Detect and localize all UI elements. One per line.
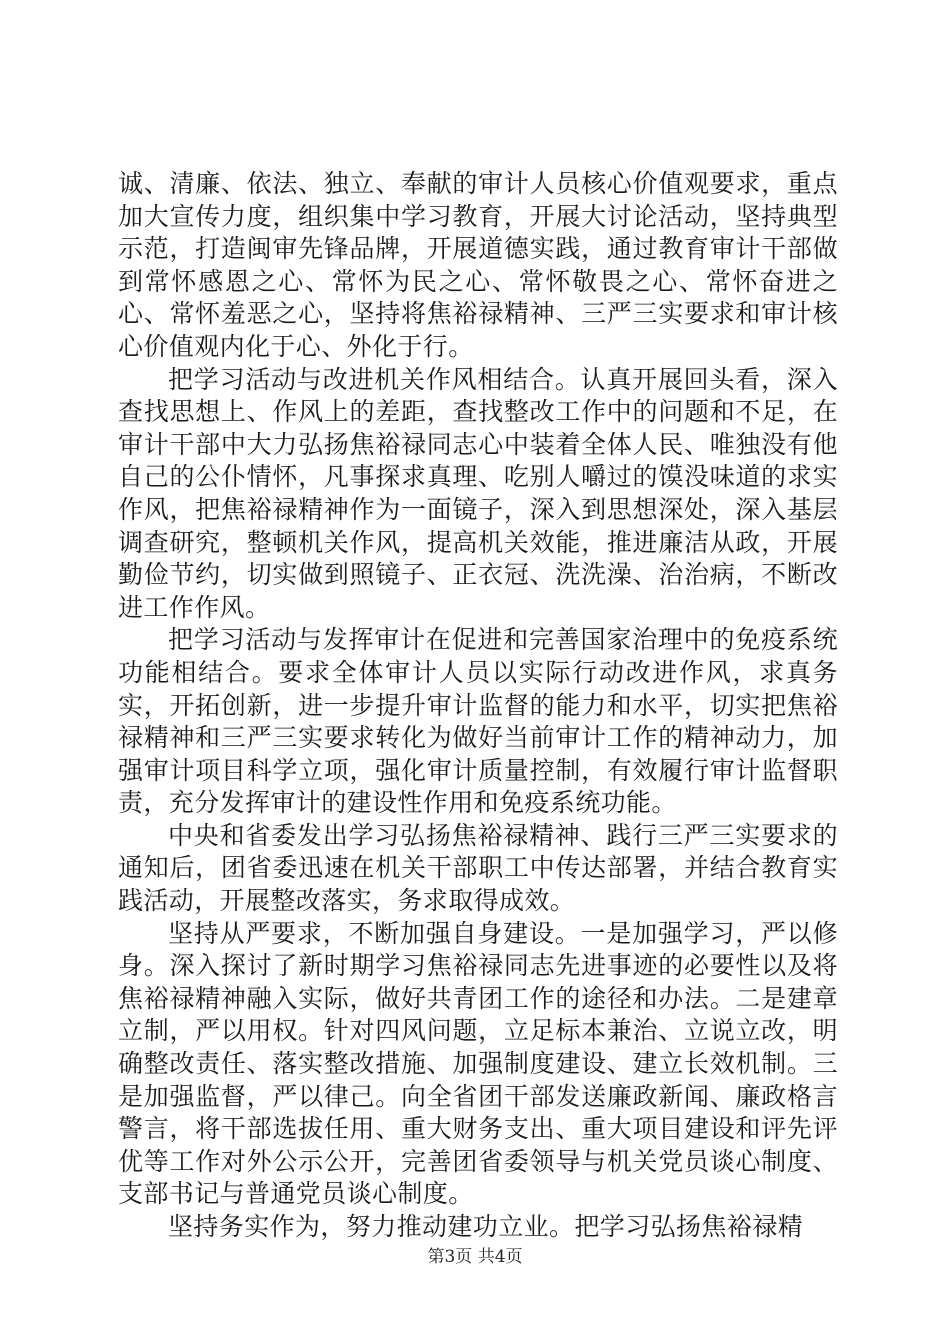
paragraph-5: 坚持从严要求，不断加强自身建设。一是加强学习，严以修身。深入探讨了新时期学习焦裕禄同志先进事迹的必要性以及将焦裕禄精神融入实际，做好共青团工作的途径和办法。二是建章立制，严以用权。针对四风问题，立足标本兼治、立说立改，明确整改责任、落实整改措施、加强制度建设、建立长效机制。三是加强监督，严以律己。向全省团干部发送廉政新闻、廉政格言警言，将干部选拔任用、重大财务支出、重大项目建设和评先评优等工作对外公示公开，完善团省委领导与机关党员谈心制度、支部书记与普通党员谈心制度。 [118, 918, 838, 1209]
document-body [118, 168, 838, 1244]
paragraph-4: 中央和省委发出学习弘扬焦裕禄精神、践行三严三实要求的通知后，团省委迅速在机关干部职工中传达部署，并结合教育实践活动，开展整改落实，务求取得成效。 [118, 820, 838, 916]
paragraph-6: 坚持务实作为，努力推动建功立业。把学习弘扬焦裕禄精 [168, 1212, 804, 1241]
paragraph-2: 把学习活动与改进机关作风相结合。认真开展回头看，深入查找思想上、作风上的差距，查找整改工作中的问题和不足，在审计干部中大力弘扬焦裕禄同志心中装着全体人民、唯独没有他自己的公仆情怀，凡事探求真理、吃别人嚼过的馍没味道的求实作风，把焦裕禄精神作为一面镜子，深入到思想深处，深入基层调查研究，整顿机关作风，提高机关效能，推进廉洁从政，开展勤俭节约，切实做到照镜子、正衣冠、洗洗澡、治治病，不断改进工作作风。 [118, 364, 838, 622]
page-number-footer: 第3页 共4页 [427, 1247, 523, 1267]
paragraph-1: 诚、清廉、依法、独立、奉献的审计人员核心价值观要求，重点加大宣传力度，组织集中学习教育，开展大讨论活动，坚持典型示范，打造闽审先锋品牌，开展道德实践，通过教育审计干部做到常怀感恩之心、常怀为民之心、常怀敬畏之心、常怀奋进之心、常怀羞恶之心，坚持将焦裕禄精神、三严三实要求和审计核心价值观内化于心、外化于行。 [118, 169, 838, 361]
paragraph-3: 把学习活动与发挥审计在促进和完善国家治理中的免疫系统功能相结合。要求全体审计人员以实际行动改进作风，求真务实，开拓创新，进一步提升审计监督的能力和水平，切实把焦裕禄精神和三严三实要求转化为做好当前审计工作的精神动力，加强审计项目科学立项，强化审计质量控制，有效履行审计监督职责，充分发挥审计的建设性作用和免疫系统功能。 [118, 625, 838, 818]
